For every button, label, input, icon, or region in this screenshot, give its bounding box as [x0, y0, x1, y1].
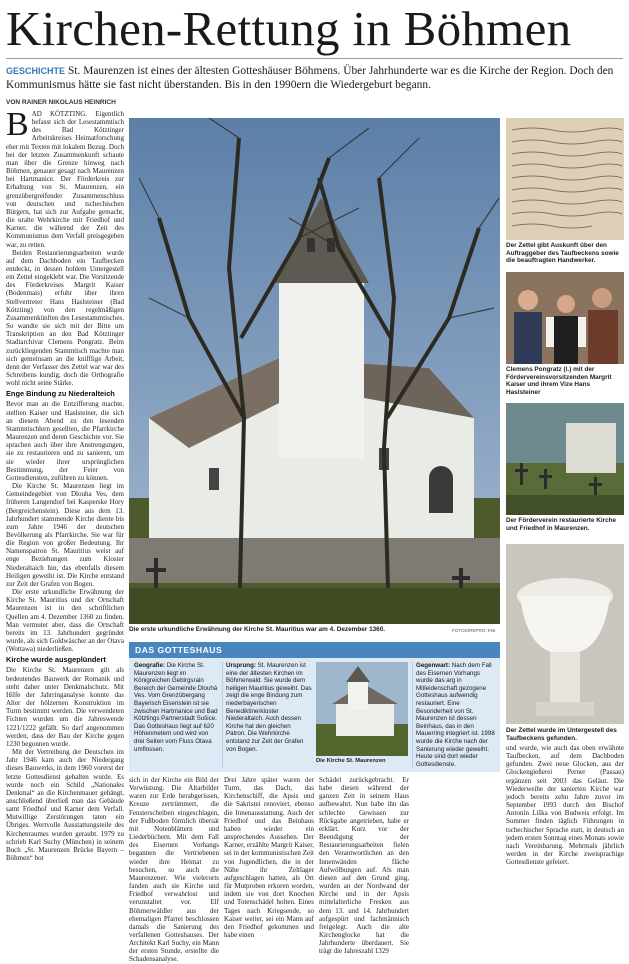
article-paragraph: Die erste urkundliche Erwähnung der Kirche St. Mauritius und der Ortschaft Maurenzen ist in den schriftlichen Quellen am 4. Dezember 1360 zu finden. Man vermutet aber, dass die Ortschaft bereits im 13. Jahrhundert gegründet wurde, als sich Goldwäscher an der Otava (Wottawa) niederließen. [6, 588, 124, 654]
lead-text: St. Maurenzen ist eines der ältesten Gotteshäuser Böhmens. Über Jahrhunderte war es die Kirche der Region. Doch den Kommunismus hätte sie fast nicht überstanden. Bis in den 1990ern die Wiedergeburt begann. [6, 65, 614, 91]
info-box-header [129, 642, 500, 658]
article-paragraph: Bevor man an die Entzifferung machte, stellten Kaiser und Haslsteiner, die sich an diesem Abend zu den lesenden Stammtischlern gesellten, die Pfarrkirche Maurenzen und deren Geschichte vor. Sie sprachen auch über ihre Anstrengungen, sie zu restaurieren und zu sanieren, um sie wieder ihrer ursprünglichen Bestimmung, der Feier von Gottesdiensten, zuführen zu können. [6, 400, 124, 482]
article-paragraph: Die Kirche St. Maurenzen liegt im Gemeindegebiet von Dlouha Ves, dem früheren Langendorf bei Kasperske Hory (Bergreichenstein). Diese aus dem 13. Jahrhundert stammende Kirche diente bis zum Jahre 1946 der deutschen Bevölkerung als Pfarrkirche. Sie war für die Region von großer Bedeutung. Ihr Namenspatron St. Mauritius weist auf enge Beziehungen zum Kloster Niederaltaich hin, das ebenfalls diesem Heiligen geweiht ist. Die Kirche entstand zur Zeit der Grafen von Bogen. [6, 482, 124, 588]
lead-paragraph [6, 64, 623, 92]
box-divider [412, 662, 413, 768]
church-photo [129, 118, 500, 624]
main-photo-caption: Die erste urkundliche Erwähnung der Kirche St. Mauritius war am 4. Dezember 1360. [129, 626, 386, 633]
right-caption-4: Der Zettel wurde im Untergestell des Taufbeckens gefunden. [506, 727, 617, 742]
people-photo [506, 272, 624, 364]
headline: Kirchen-Rettung in Böhmen [6, 1, 572, 56]
cemetery-image [506, 403, 624, 515]
right-caption-2: Clemens Pongratz (l.) mit der Fördervereinsvorsitzenden Margrit Kaiser und ihrem Vize Hans Haslsteiner [506, 366, 612, 396]
subheading: Enge Bindung zu Niederalteich [6, 389, 115, 399]
byline: VON RAINER NIKOLAUS HEINRICH [6, 99, 116, 106]
info-label: Gegenwart: [416, 662, 451, 669]
church-photo-image [129, 118, 500, 624]
info-box-col-geografie [134, 662, 218, 768]
lead-kicker: GESCHICHTE [6, 66, 66, 76]
baptismal-font-image [506, 544, 624, 724]
right-caption-3: Der Förderverein restaurierte Kirche und Friedhof in Maurenzen. [506, 517, 617, 532]
small-church-image [316, 662, 408, 756]
info-label: Geografie: [134, 662, 165, 669]
article-paragraph: Beiden Restaurierungsarbeiten wurde auf dem Dachboden ein Taufbecken entdeckt, in dessen hohlem Untergestell ein Zettel eingeklebt war. Die Vorsitzende des Förderkreises Margrit Kaiser (Bodenmais) erfuhr über ihren Stellvertreter Hans Haslsteiner (Bad Kötzting) von den regelmäßigen Zusammenkünften des Lesestammtisches. So wandte sie sich mit der Bitte um Transkription an den Bad Kötztinger Stadtarchivar Clemens Pongratz. Beim zurückliegenden Stammtisch machte man sich gemeinsam an die knifflige Arbeit, denn der Verfasser des Zettel war war des Schreibens kundig, doch die Orthografie wohl nicht seine Stärke. [6, 248, 124, 388]
group-portrait-image [506, 272, 624, 364]
box-divider [222, 662, 223, 768]
article-column-2: sich in der Kirche ein Bild der Verwüstung. Die Altarbilder waren zur Erde herabgerissen, Kreuze zertrümmert, die Fensterscheiben eingeschlagen, der Fußboden förmlich übersät mit Notenblättern und Liederbüchern. Mit dem Fall des Eisernen Vorhangs begannen die Vertriebenen wieder ihre Heimat zu besuchen, so auch die Maurenzener. Wie vielerorts fanden auch sie Kirche und Friedhof verwahrlost und verunstaltet vor. Elf Böhmerwäldler aus der ehemaligen Pfarrei beschlossen damals die Sanierung des verfallenen Gotteshauses. Der Architekt Karl Suchy, ein Mann der ersten Stunde, erstellte die Schadensanalyse. [129, 776, 219, 964]
box-church-photo [316, 662, 408, 756]
info-text: Nach dem Fall des Eisernen Vorhangs wurde das arg in Mitleidenschaft gezogene Gotteshaus aufwendig restauriert. Eine Besonderheit von St. Maurenzen ist dessen Beinhaus, das in den Mauerring integriert ist. 1998 wurde die Kirche nach der Sanierung wieder geweiht. Heute sind dort wieder Gottesdienste. [416, 662, 495, 768]
info-box-col-ursprung [226, 662, 312, 768]
info-text: Die Kirche St. Maurenzen liegt im Königreichen Gebirgsrain Bereich der Gemeinde Dlouhá Ves. Vom Grenzübergang Bayerisch Eisenstein ist sie zwischen Hartmanice und Bad Kötztings Partnerstadt Sušice. Das Gotteshaus liegt auf 620 Höhenmetern und wird von drei Seiten vom Fluss Otava umflossen. [134, 662, 218, 753]
article-column-3: Drei Jahre später waren der Turm, das Dach, das Kirchenschiff, die Apsis und die Sakristei renoviert, ebenso die Innenausstattung. Auch der Friedhof und das Beinhaus haben wieder ein ansprechendes Aussehen. Der Karner, erzählte Margrit Kaiser, sei in der kommunistischen Zeit von Jugendlichen, die in der Nähe ihr Zeltlager aufgeschlagen hatten, als Ort für Mutproben erkoren worden, indem sie von dort Knochen und Totenschädel holten. Eines Tages nach Kriegsende, so Kaiser weiter, sei ein Mann auf den Friedhof gekommen und habe einen [224, 776, 314, 939]
article-column-1 [6, 106, 124, 920]
photo-credit: FOTOS/REPRO: KNI [452, 628, 496, 633]
info-box-col-gegenwart [416, 662, 496, 768]
font-photo [506, 544, 624, 724]
info-label: Ursprung: [226, 662, 256, 669]
subheading: Kirche wurde ausgeplündert [6, 655, 106, 665]
dropcap: B [6, 106, 29, 143]
info-box-title: DAS GOTTESHAUS [135, 645, 223, 655]
info-text: St. Maurenzen ist eine der ältesten Kirchen im Böhmerwald. Sie wurde dem heiligen Mauritius geweiht. Das zeigt die enge Bindung zum niederbayerischen Benediktinerkloster Niederaltaich. Auch dessen Kirche hat den gleichen Patron. Die Wehrkirche entstand zur Zeit der Grafen von Bogen. [226, 662, 312, 753]
churchyard-photo [506, 403, 624, 515]
article-column-5: und wurde, wie auch das oben erwähnte Taufbecken, auf dem Dachboden gefunden. Zwei neue Glocken, aus der Glockengießerei Perner (Passau) ergänzen seit 2003 das Geläut. Die Wiederweihe der sanierten Kirche war jedoch bereits zehn Jahre zuvor im September 1993 durch den Bischof Antonín Liška von Budweis erfolgt. Im Sommer finden täglich Führungen in tschechischer Sprache statt, in deutsch an jedem ersten Sonntag eines Monats sowie nach Vereinbarung. Mehrmals jährlich werden in der Kirche zweisprachige Gottesdienste gefeiert. [506, 744, 624, 867]
headline-rule [6, 58, 623, 59]
article-paragraph: Mit der Vertreibung der Deutschen im Jahr 1946 kam auch der Niedergang dieses Bauwerks, in dem 1960 vorerst der letzte Gottesdienst gehalten wurde. Es wurde noch ein Schild „Nationales Denkmal“ an die Kirchenmauer gehängt, anschließend überließ man das Gebäude samt Friedhof und Karner dem Verfall. Mutwillige Zerstörungen taten ein Übriges. Wertvolle Ausstattungsteile des Kirchenraumes wurden geraubt. 1979 zu schrieb Karl Suchy (München) in seinem Buch „St. Maurenzen Brücke Bayern – Böhmen“ bot [6, 748, 124, 863]
box-photo-caption: Die Kirche St. Maurenzen [316, 758, 386, 764]
article-column-4: Schädel zurückgebracht. Er habe diesen während der ganzen Zeit in seinem Haus aufbewahrt. Nun habe ihn das schlechte Gewissen zur Rückgabe angetrieben, habe er erklärt. Kurz vor der Beendigung der Restaurierungsarbeiten fielen den Verantwortlichen an den Innenwänden fläche Aufwölbungen auf. Als man diesen auf den Grund ging, wurden an der Nordwand der Kirche und in der Apsis mittelalterliche Fresken aus dem 13. und 14. Jahrhundert aufgespürt und fachmännisch freigelegt. Auch die alte Kirchenglocke hat die Jahrhunderte überdauert. Sie trägt die Jahreszahl 1329 [319, 776, 409, 956]
document-photo [506, 118, 624, 240]
article-paragraph: AD KÖTZTING. Eigentlich befasst sich der Lesestammtisch des Bad Kötztinger Arbeitskreises Heimatforschung eher mit Texten mit lokalem Bezug. Doch bei der letzten Zusammenkunft schaute man über die Grenze hinweg nach Böhmen, genauer gesagt nach Maurenzen bei Hartmanice. Der Förderkreis zur Erhaltung von St. Maurenzen, ein grenzübergreifender Zusammenschluss von deutschen und tschechischen Bürgern, hat sich zur Aufgabe gemacht, die uralte Wehrkirche mit Friedhof und Karner, die während der Zeit des Kommunismus dem Verfall preisgegeben war, zu retten. [6, 110, 124, 249]
handwritten-note-image [506, 118, 624, 240]
article-paragraph: Die Kirche St. Maurenzen gilt als bedeutendes Bauwerk der Romanik und steht daher unter Denkmalschutz. Mit Hilfe der Jahrringanalyse konnte das Alter der hölzernen Konstruktion im Turm bestimmt werden. Die verwendeten Fichten wurden um die Jahreswende 1221/1222 gefällt. So darf angenommen werden, dass der Bau der Kirche gegen 1230 begonnen wurde. [6, 666, 124, 748]
right-caption-1: Der Zettel gibt Auskunft über den Auftraggeber des Taufbeckens sowie die beauftragten Handwerker. [506, 242, 619, 265]
